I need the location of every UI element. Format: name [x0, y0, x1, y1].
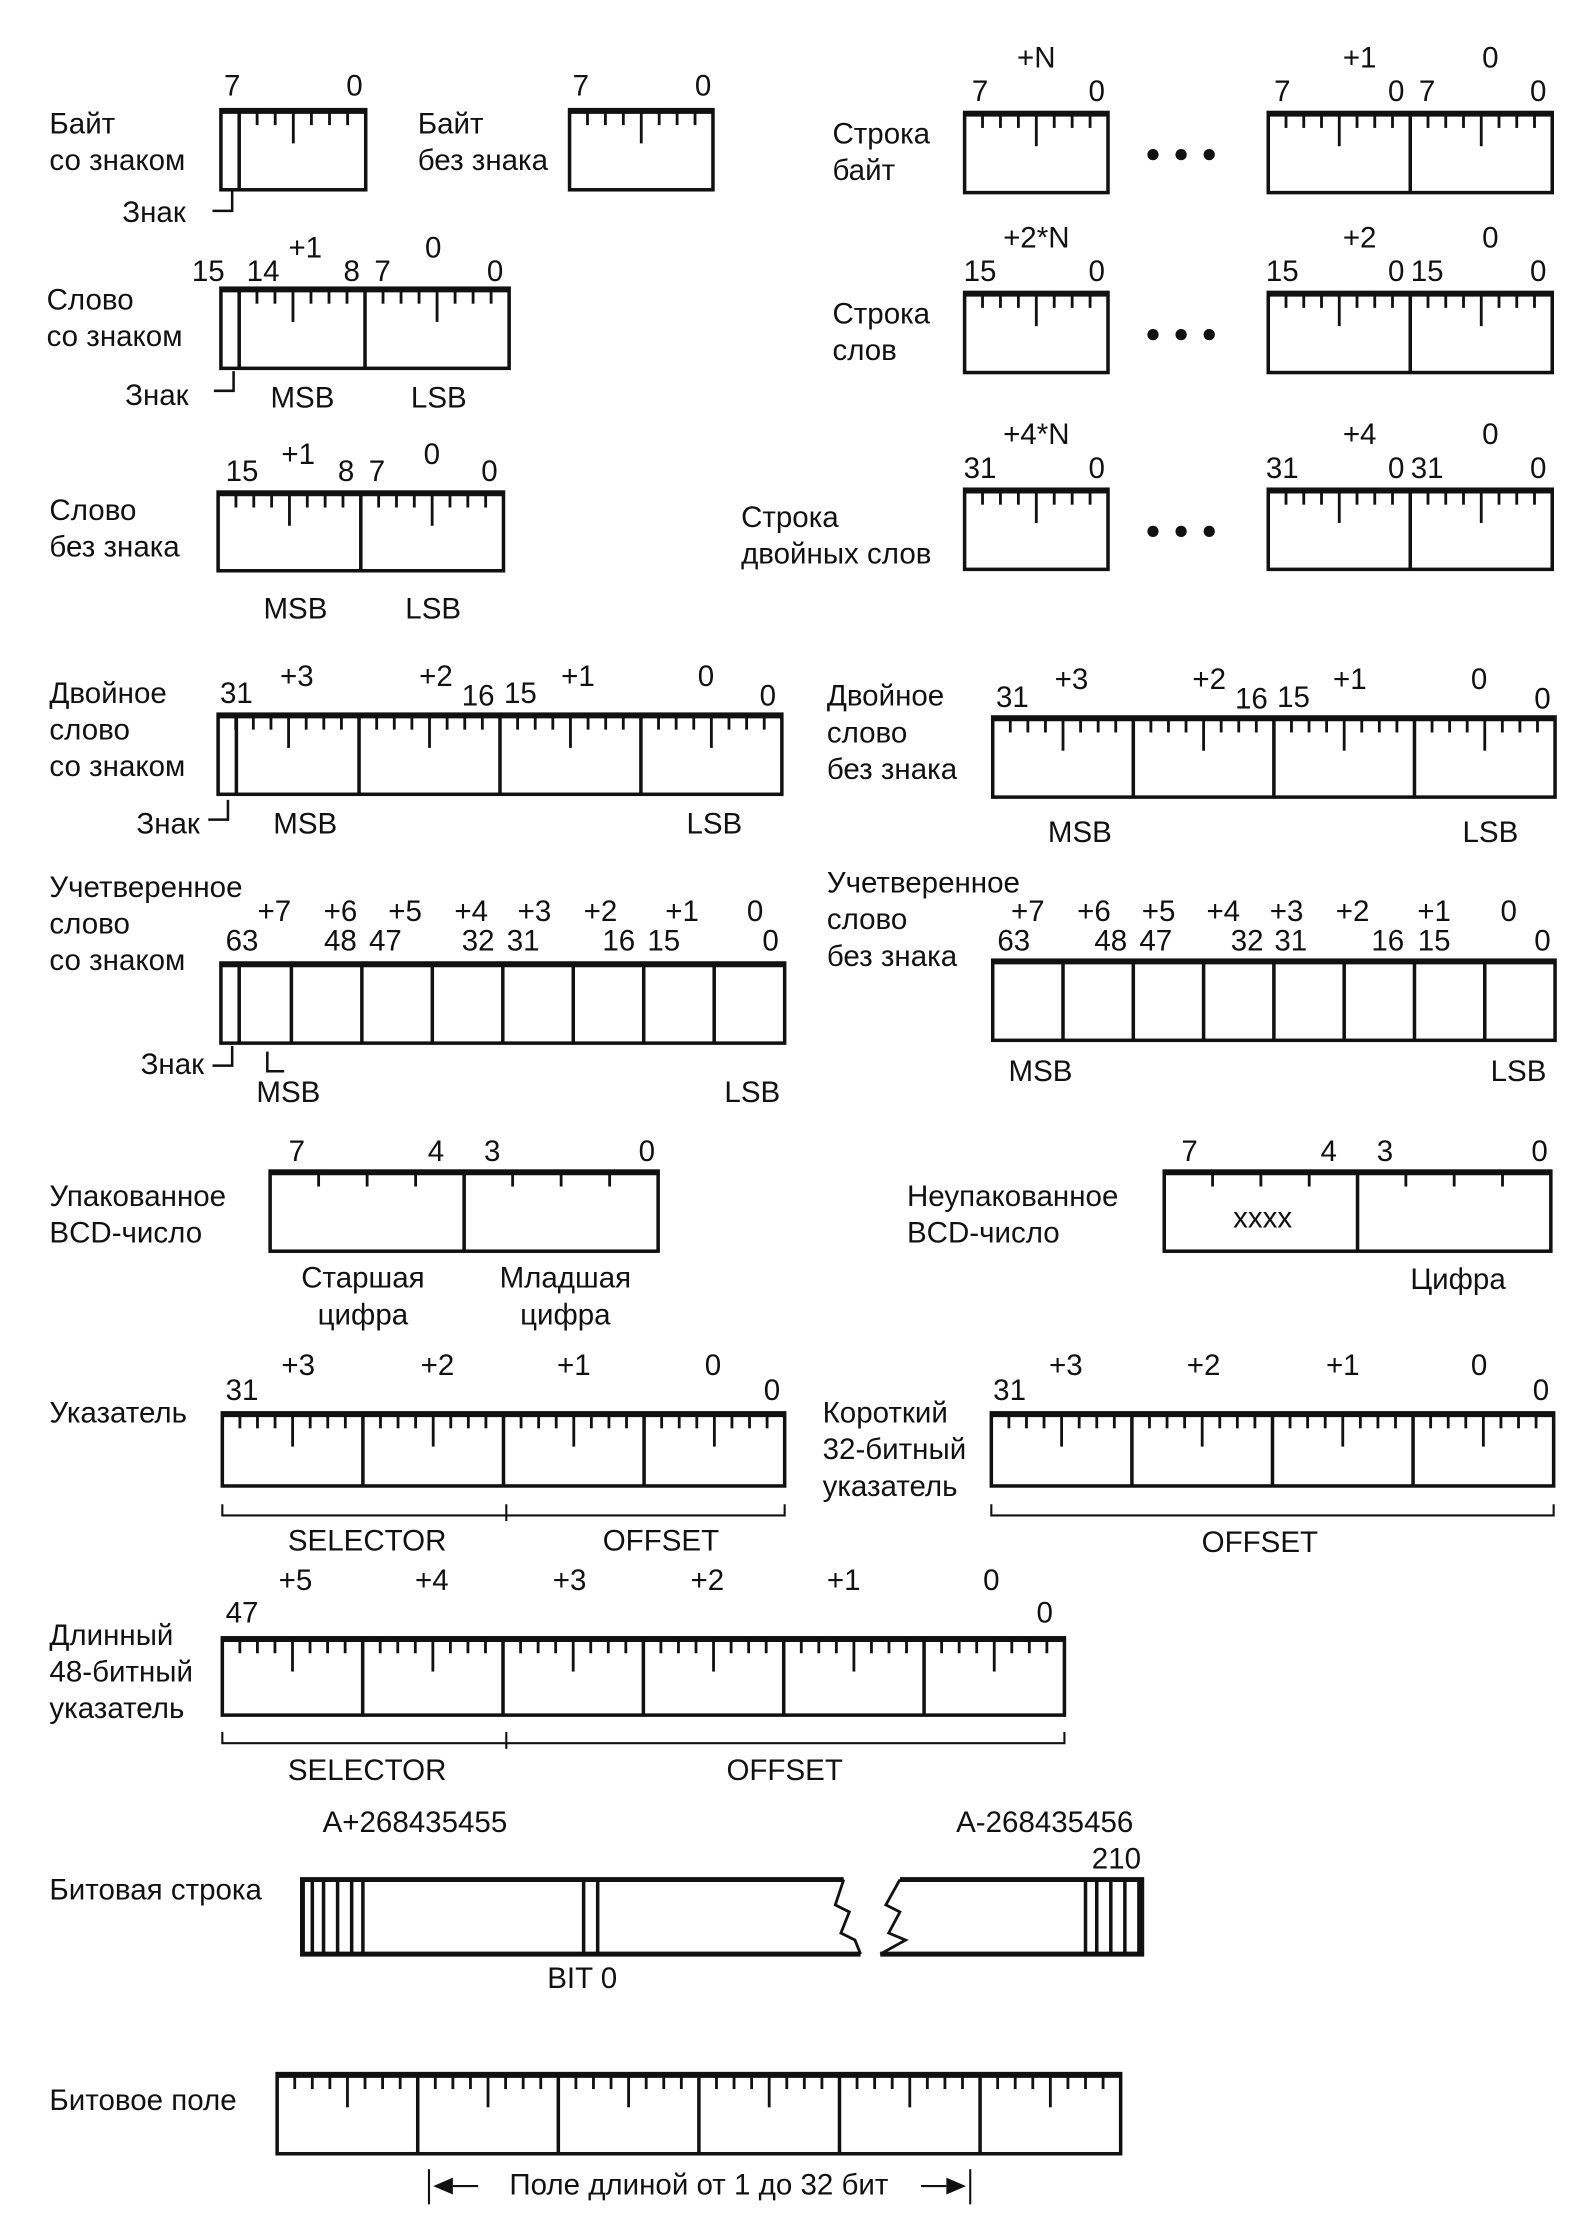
bit-number: 47	[225, 1596, 259, 1630]
selector-label: SELECTOR	[287, 1753, 447, 1787]
field-label: Двойное	[49, 676, 167, 710]
bit-number: 16	[1234, 682, 1268, 716]
bit-field	[49, 2074, 1120, 2205]
byte-offset: +4*N	[1003, 418, 1070, 452]
field-label: слово	[49, 713, 130, 747]
sign-pointer	[212, 1046, 232, 1066]
bit-number: 0	[1387, 75, 1405, 109]
break-mark	[835, 1880, 860, 1955]
byte-offset: +1	[561, 660, 595, 694]
bit-number: 63	[997, 924, 1031, 958]
field-label: со знаком	[49, 750, 186, 784]
msb-label: MSB	[273, 807, 338, 841]
field-label: Строка	[832, 117, 931, 151]
field-label: указатель	[49, 1691, 185, 1725]
byte-offset: 0	[1470, 1348, 1488, 1382]
ellipsis-dot	[1147, 329, 1158, 340]
offset-label: OFFSET	[726, 1753, 843, 1787]
selector-label: SELECTOR	[287, 1524, 447, 1558]
bit-number: 4	[1320, 1135, 1337, 1169]
bit-number: 31	[225, 1374, 259, 1408]
msb-label: MSB	[270, 381, 335, 415]
bit-number: 0	[1387, 255, 1405, 289]
sign-pointer	[212, 191, 232, 211]
byte-offset: 0	[1482, 41, 1499, 75]
dword-unsigned	[827, 663, 1555, 849]
pointer	[49, 1349, 784, 1558]
bit-number: 15	[503, 676, 537, 710]
dword-signed	[49, 660, 781, 841]
bit-number: 0	[1088, 255, 1105, 289]
bit-number: 0	[1036, 1596, 1053, 1630]
byte-offset: +5	[388, 894, 422, 928]
bcd-packed	[49, 1135, 658, 1331]
byte-offset: 0	[423, 437, 441, 471]
byte-offset: +7	[1011, 894, 1045, 928]
field-label: байт	[832, 153, 896, 187]
bit-number: 31	[993, 1374, 1027, 1408]
byte-offset: +2	[1335, 894, 1370, 928]
bit-number: 3	[484, 1135, 501, 1169]
bit-number: 0	[481, 454, 498, 488]
bit-number: 32	[1230, 924, 1264, 958]
field-label: BCD-число	[906, 1216, 1060, 1250]
bit-number: 31	[506, 924, 540, 958]
bit-number: 0	[1534, 924, 1551, 958]
bit-number: 47	[368, 924, 402, 958]
field-label: Слово	[49, 494, 137, 528]
bit-number: 0	[346, 69, 363, 103]
field-label: без знака	[417, 144, 549, 178]
bit-number: 14	[246, 255, 280, 289]
bit-number: 0	[1088, 75, 1105, 109]
byte-offset: +1	[1417, 894, 1451, 928]
ellipsis-dot	[1204, 149, 1215, 160]
ellipsis-dot	[1204, 329, 1215, 340]
field-label: Длинный	[49, 1618, 174, 1652]
arrow-left-icon	[433, 2178, 453, 2195]
byte-offset: +1	[1332, 662, 1367, 696]
field-label: BCD-число	[49, 1216, 203, 1250]
bit-number: 0	[1534, 682, 1551, 716]
byte-offset: +1	[1342, 41, 1377, 75]
byte-offset: +4	[414, 1563, 449, 1597]
msb-pointer	[267, 1052, 284, 1072]
bit-number: 0	[1529, 451, 1547, 485]
byte-offset: +4	[1206, 894, 1241, 928]
bit-number: 7	[971, 75, 989, 109]
text-label: Младшая	[499, 1261, 632, 1295]
byte-offset: +2	[1342, 221, 1377, 255]
bit-string-outline	[302, 1880, 1141, 1955]
bit-number: 15	[191, 255, 225, 289]
field-label: без знака	[826, 939, 958, 973]
bit-number: 31	[1274, 924, 1308, 958]
high-address: A+268435455	[322, 1805, 508, 1839]
field-label: слово	[826, 903, 908, 937]
bit-number: 7	[1418, 75, 1436, 109]
bit-number: 0	[1529, 255, 1547, 289]
sign-label: Знак	[125, 378, 189, 412]
field-label: Битовое поле	[49, 2084, 237, 2118]
bit-number: 16	[1371, 924, 1405, 958]
byte-string	[832, 41, 1552, 192]
bit-number: 15	[963, 255, 997, 289]
field-label: Упакованное	[49, 1180, 227, 1214]
bit-number: 7	[1274, 75, 1291, 109]
field-label: Указатель	[49, 1396, 188, 1430]
bit-number: 7	[288, 1135, 306, 1169]
field-bracket	[222, 1504, 784, 1515]
sign-pointer	[214, 371, 234, 391]
byte-offset: +4	[454, 894, 488, 928]
bit-number: 0	[1531, 1135, 1548, 1169]
field-bracket	[991, 1504, 1553, 1515]
bcd-unpacked	[907, 1135, 1551, 1296]
field-label: Двойное	[826, 679, 945, 713]
bit-number: 0	[694, 69, 712, 103]
bit-number: 31	[1265, 451, 1299, 485]
byte-signed	[49, 70, 365, 230]
field-label: 32-битный	[822, 1433, 967, 1467]
bit-number: 0	[486, 255, 504, 289]
ellipsis-dot	[1204, 526, 1215, 537]
bit-number: 7	[374, 255, 391, 289]
bit-number: 48	[323, 924, 357, 958]
byte-offset: +1	[288, 231, 323, 265]
lsb-label: LSB	[1490, 1055, 1547, 1089]
bit-number: 7	[223, 69, 241, 103]
sign-label: Знак	[136, 807, 200, 841]
bit-number: 8	[343, 255, 360, 289]
arrow-right-icon	[946, 2178, 966, 2195]
bit-string	[49, 1806, 1141, 1995]
bit-zero-label: BIT 0	[547, 1961, 618, 1995]
field-label: Учетверенное	[49, 870, 243, 904]
bit-number: 0	[759, 679, 777, 713]
msb-label: MSB	[1008, 1055, 1073, 1089]
sign-label: Знак	[140, 1048, 205, 1082]
bit-number: 7	[1181, 1135, 1198, 1169]
byte-offset: +1	[281, 437, 316, 471]
field-label: Строка	[832, 297, 931, 331]
byte-offset: 0	[1470, 662, 1488, 696]
digit-label: Цифра	[1410, 1263, 1506, 1297]
bit-number: 31	[1410, 451, 1444, 485]
field-label: без знака	[826, 752, 958, 786]
lsb-label: LSB	[410, 381, 467, 415]
break-mark	[880, 1880, 905, 1955]
sign-label: Знак	[122, 196, 186, 230]
bit-number: 0	[762, 924, 779, 958]
byte-offset: +2*N	[1003, 221, 1070, 255]
byte-offset: +2	[419, 660, 453, 694]
field-bracket	[222, 1732, 1064, 1743]
bit-number: 47	[1139, 924, 1173, 958]
bit-number: 3	[1376, 1135, 1394, 1169]
field-label: Строка	[741, 501, 839, 535]
bit-number: 8	[337, 454, 355, 488]
byte-offset: +3	[1269, 894, 1304, 928]
word-string	[832, 221, 1552, 372]
bit-number: 0	[1532, 1374, 1550, 1408]
field-label: Неупакованное	[906, 1180, 1119, 1214]
short-pointer	[823, 1349, 1554, 1559]
byte-offset: +2	[1192, 662, 1227, 696]
word-unsigned	[49, 438, 503, 626]
byte-offset: +2	[1186, 1348, 1221, 1382]
bit-number: 15	[1410, 255, 1444, 289]
byte-offset: +6	[323, 894, 358, 928]
offset-label: OFFSET	[602, 1524, 720, 1558]
byte-offset: 0	[1500, 894, 1517, 928]
field-label: слово	[49, 907, 130, 941]
field-label: слово	[826, 716, 908, 750]
ellipsis-dot	[1175, 329, 1186, 340]
bit-number: 31	[995, 681, 1029, 715]
field-label: Короткий	[822, 1396, 948, 1430]
byte-offset: +2	[583, 894, 618, 928]
byte-offset: +5	[278, 1563, 313, 1597]
msb-label: MSB	[1047, 816, 1112, 850]
lsb-label: LSB	[1462, 816, 1519, 850]
word-signed	[47, 231, 510, 414]
byte-offset: +3	[280, 660, 314, 694]
field-label: слов	[832, 333, 897, 367]
ellipsis-dot	[1147, 149, 1158, 160]
qword-unsigned	[827, 867, 1555, 1088]
ellipsis-dot	[1175, 526, 1186, 537]
byte-offset: +3	[281, 1348, 316, 1382]
byte-offset: 0	[697, 660, 715, 694]
bit-number: 0	[638, 1135, 656, 1169]
byte-offset: +3	[1048, 1348, 1083, 1382]
byte-offset: +2	[420, 1348, 455, 1382]
byte-offset: +5	[1141, 894, 1176, 928]
text-label: цифра	[317, 1298, 409, 1332]
byte-offset: +N	[1017, 41, 1056, 75]
msb-label: MSB	[256, 1076, 321, 1110]
field-label: Учетверенное	[826, 866, 1020, 900]
bit-number: 0	[1387, 451, 1405, 485]
field-label: указатель	[822, 1469, 958, 1503]
bit-number: 48	[1094, 924, 1128, 958]
byte-offset: 0	[1482, 221, 1499, 255]
bit-number: 0	[1088, 451, 1105, 485]
field-label: Битовая строка	[49, 1873, 262, 1907]
byte-offset: +1	[665, 894, 699, 928]
offset-label: OFFSET	[1201, 1526, 1319, 1560]
byte-offset: 0	[424, 231, 442, 265]
lsb-label: LSB	[724, 1076, 781, 1110]
dword-string	[741, 418, 1552, 570]
field-length-label: Поле длиной от 1 до 32 бит	[509, 2168, 889, 2202]
text-label: цифра	[520, 1298, 611, 1332]
byte-offset: +1	[1325, 1348, 1360, 1382]
byte-offset: +7	[257, 894, 292, 928]
byte-offset: +1	[826, 1563, 861, 1597]
lsb-label: LSB	[686, 807, 743, 841]
byte-offset: +6	[1077, 894, 1111, 928]
field-label: со знаком	[46, 319, 183, 353]
bit-number: 15	[1417, 924, 1451, 958]
bit-number: 15	[225, 454, 259, 488]
bit-number: 0	[763, 1374, 781, 1408]
bit-number: 16	[602, 924, 636, 958]
byte-offset: 0	[746, 894, 764, 928]
bit-number: 15	[1265, 255, 1299, 289]
byte-offset: 0	[1482, 418, 1499, 452]
byte-offset: +3	[1054, 662, 1089, 696]
field-label: без знака	[49, 530, 180, 564]
bit-number: 15	[1277, 681, 1310, 715]
byte-offset: +3	[552, 1563, 587, 1597]
byte-offset: +1	[556, 1348, 591, 1382]
ellipsis-dot	[1147, 526, 1158, 537]
byte-offset: +3	[517, 894, 552, 928]
ellipsis-dot	[1175, 149, 1186, 160]
field-label: со знаком	[49, 144, 186, 178]
msb-label: MSB	[263, 592, 328, 626]
bit-number: 16	[461, 679, 495, 713]
byte-unsigned	[418, 70, 713, 190]
lsb-label: LSB	[405, 592, 462, 626]
long-pointer	[49, 1564, 1064, 1787]
sign-pointer	[208, 800, 228, 820]
field-label: Байт	[49, 107, 116, 141]
byte-offset: 0	[704, 1348, 722, 1382]
bit-number: 31	[963, 451, 997, 485]
bit-numbers: 210	[1091, 1842, 1142, 1876]
byte-offset: +2	[690, 1563, 725, 1597]
field-label: Слово	[46, 283, 134, 317]
qword-signed	[49, 871, 784, 1109]
byte-offset: 0	[983, 1563, 1000, 1597]
bit-number: 15	[647, 924, 681, 958]
field-label: со знаком	[49, 944, 186, 978]
bit-number: 4	[427, 1135, 445, 1169]
field-label: двойных слов	[741, 537, 932, 571]
bit-number: 7	[572, 69, 590, 103]
low-address: A-268435456	[956, 1805, 1134, 1839]
bit-number: 0	[1529, 75, 1547, 109]
field-label: Байт	[417, 107, 484, 141]
bit-number: 31	[219, 676, 253, 710]
byte-offset: +4	[1342, 418, 1377, 452]
field-label: 48-битный	[49, 1655, 193, 1689]
bit-number: 32	[461, 924, 495, 958]
filler-bits: xxxx	[1233, 1201, 1293, 1235]
bit-number: 63	[225, 924, 259, 958]
bit-number: 7	[368, 454, 386, 488]
text-label: Старшая	[301, 1261, 425, 1295]
